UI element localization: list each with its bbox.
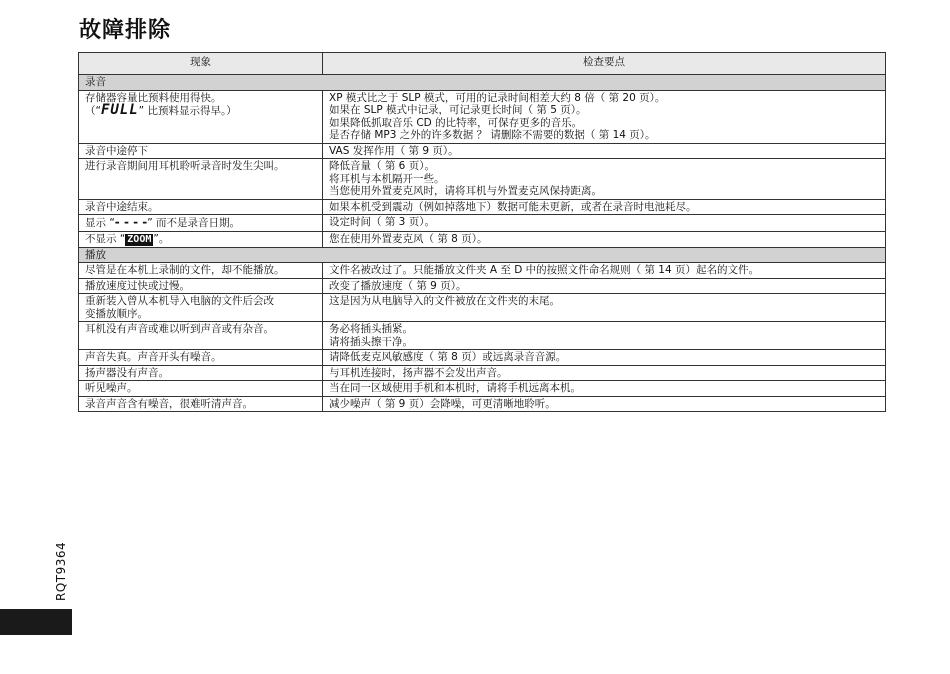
checks-cell <box>323 159 886 200</box>
table-row <box>79 278 886 294</box>
symptom-text: 听见噪声。 <box>85 382 138 394</box>
symptom-cell <box>79 322 323 350</box>
document-code: RQT9364 <box>54 541 68 601</box>
check-text: 这是因为从电脑导入的文件被放在文件夹的末尾。 <box>329 295 560 307</box>
check-text: 与耳机连接时，扬声器不会发出声音。 <box>329 366 508 379</box>
check-text: 务必将插头插紧。 <box>329 323 413 335</box>
symptom-text: 存储器容量比预料使用得快。 <box>85 91 222 104</box>
table-row <box>79 199 886 215</box>
table-row <box>79 143 886 159</box>
symptom-text: 扬声器没有声音。 <box>85 366 169 379</box>
table-row <box>79 231 886 247</box>
check-text: 是否存储 MP3 之外的许多数据 ？ 请删除不需要的数据（ 第 14 页）。 <box>329 129 656 141</box>
full-indicator: FULL <box>100 102 139 118</box>
checks-cell <box>323 215 886 232</box>
table-row <box>79 381 886 397</box>
header-symptom: 现象 <box>79 53 323 75</box>
symptom-cell <box>79 350 323 366</box>
symptom-text: 录音中途停下 <box>85 144 148 157</box>
check-text: XP 模式比之于 SLP 模式，可用的记录时间相差大约 8 倍（ 第 20 页）。 <box>329 91 666 104</box>
symptom-cell <box>79 231 323 247</box>
table-row <box>79 350 886 366</box>
check-text: 如果本机受到震动（例如掉落地下）数据可能未更新，或者在录音时电池耗尽。 <box>329 200 697 213</box>
date-dashes-indicator: - - - - <box>114 215 148 229</box>
symptom-cell <box>79 143 323 159</box>
symptom-cell <box>79 263 323 279</box>
symptom-cell <box>79 278 323 294</box>
symptom-text: 显示 “ <box>85 217 115 229</box>
symptom-cell <box>79 294 323 322</box>
table-row <box>79 90 886 143</box>
section-label-recording: 录音 <box>79 75 886 91</box>
symptom-text-line2 <box>85 104 316 118</box>
symptom-text: 录音声音含有噪音，很难听清声音。 <box>85 397 253 410</box>
checks-cell <box>323 396 886 412</box>
symptom-cell <box>79 365 323 381</box>
page-title: 故障排除 <box>79 18 172 43</box>
symptom-cell <box>79 199 323 215</box>
symptom-text: 耳机没有声音或难以听到声音或有杂音。 <box>85 323 274 335</box>
section-row <box>79 75 886 91</box>
table-row <box>79 365 886 381</box>
table-row <box>79 159 886 200</box>
check-text: 设定时间（ 第 3 页）。 <box>329 216 435 228</box>
page-edge-tab <box>0 609 72 635</box>
table-row <box>79 396 886 412</box>
check-text: 如果在 SLP 模式中记录，可记录更长时间（ 第 5 页）。 <box>329 104 587 116</box>
symptom-text-line <box>85 233 316 246</box>
symptom-text: 尽管是在本机上录制的文件，却不能播放。 <box>85 264 285 276</box>
symptom-text: 录音中途结束。 <box>85 200 159 213</box>
table-row <box>79 322 886 350</box>
header-checkpoints: 检查要点 <box>323 53 886 75</box>
checks-cell <box>323 278 886 294</box>
check-text: 降低音量（ 第 6 页）。 <box>329 160 435 172</box>
check-text: 请将插头擦干净。 <box>329 335 413 348</box>
symptom-text: 不显示 “ <box>85 232 126 245</box>
symptom-text: 变播放顺序。 <box>85 307 148 320</box>
check-text: 将耳机与本机隔开一些。 <box>329 172 445 185</box>
checks-cell <box>323 365 886 381</box>
symptom-text: （“ <box>85 105 101 117</box>
check-text: 请降低麦克风敏感度（ 第 8 页）或远离录音音源。 <box>329 351 567 363</box>
zoom-indicator: ZOOM <box>127 233 152 245</box>
checks-cell <box>323 231 886 247</box>
checks-cell <box>323 350 886 366</box>
checks-cell <box>323 199 886 215</box>
symptom-cell <box>79 90 323 143</box>
table-row <box>79 294 886 322</box>
table-row <box>79 263 886 279</box>
check-text: 文件名被改过了。只能播放文件夹 A 至 D 中的按照文件命名规则（ 第 14 页）起名的文件。 <box>329 264 759 276</box>
symptom-text: 播放速度过快或过慢。 <box>85 279 190 292</box>
checks-cell <box>323 294 886 322</box>
troubleshooting-table <box>78 52 886 412</box>
symptom-text: ”。 <box>153 232 170 245</box>
table-row <box>79 215 886 232</box>
symptom-cell <box>79 381 323 397</box>
symptom-text: 重新装入曾从本机导入电脑的文件后会改 <box>85 295 274 307</box>
check-text: 当在同一区域使用手机和本机时，请将手机远离本机。 <box>329 382 581 394</box>
symptom-cell <box>79 396 323 412</box>
symptom-text: 进行录音期间用耳机聆听录音时发生尖叫。 <box>85 160 285 172</box>
symptom-cell <box>79 159 323 200</box>
check-text: VAS 发挥作用（ 第 9 页）。 <box>329 144 459 157</box>
checks-cell <box>323 263 886 279</box>
check-text: 您在使用外置麦克风（ 第 8 页）。 <box>329 232 488 245</box>
check-text: 如果降低抓取音乐 CD 的比特率，可保存更多的音乐。 <box>329 116 583 129</box>
symptom-text: 声音失真。声音开头有噪音。 <box>85 351 222 363</box>
table-header-row <box>79 53 886 75</box>
symptom-cell <box>79 215 323 232</box>
checks-cell <box>323 381 886 397</box>
section-label-playback: 播放 <box>79 247 886 263</box>
check-text: 减少噪声（ 第 9 页）会降噪，可更清晰地聆听。 <box>329 397 556 410</box>
checks-cell <box>323 143 886 159</box>
symptom-text-line <box>85 216 316 230</box>
symptom-text: ” 比预料显示得早。） <box>138 105 237 117</box>
check-text: 当您使用外置麦克风时，请将耳机与外置麦克风保持距离。 <box>329 185 602 197</box>
checks-cell <box>323 90 886 143</box>
symptom-text: ” 而不是录音日期。 <box>147 217 241 229</box>
check-text: 改变了播放速度（ 第 9 页）。 <box>329 279 467 292</box>
section-row <box>79 247 886 263</box>
checks-cell <box>323 322 886 350</box>
